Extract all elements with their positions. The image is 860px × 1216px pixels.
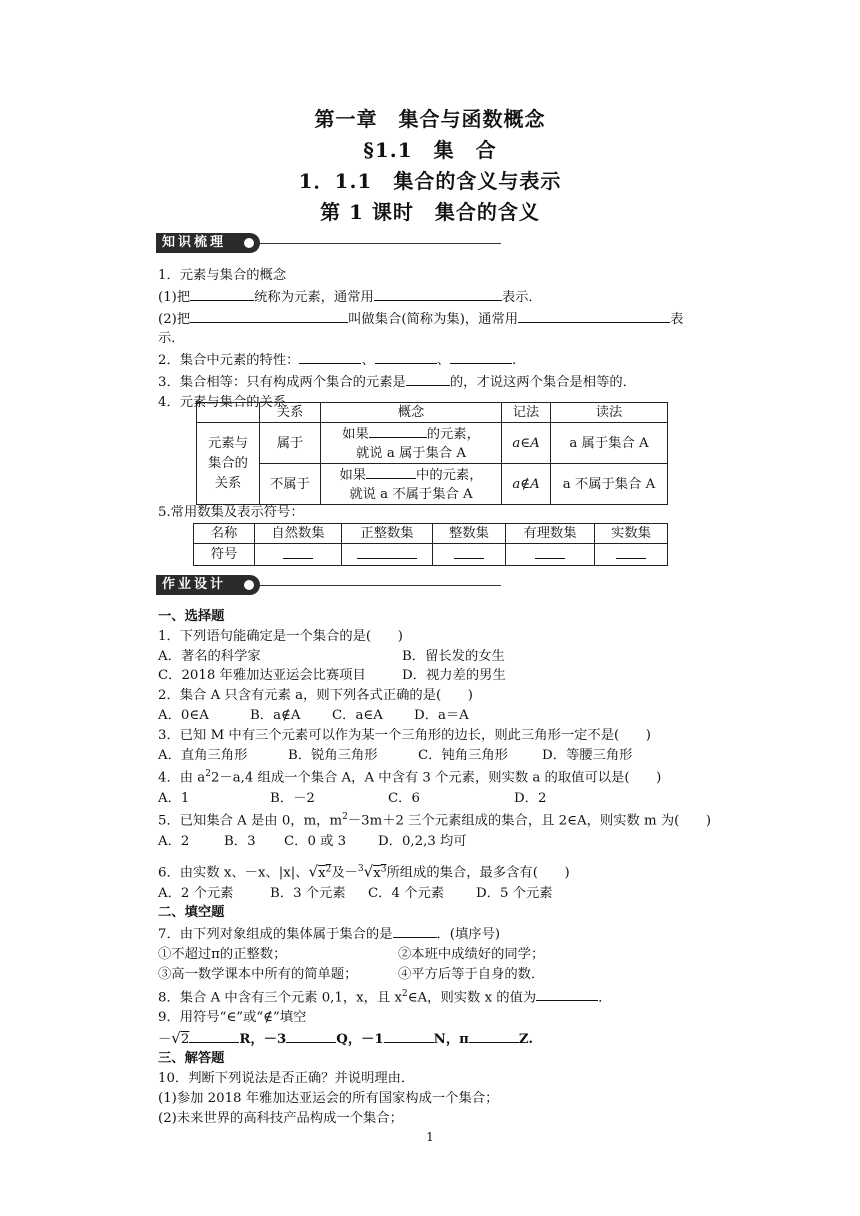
banner-dot-icon [244,580,254,590]
homework-section [158,607,744,1129]
k1a: (1)把 统称为元素，通常用 表示． [158,286,744,308]
q4: 4．由 $a^22-a,4$ 组成一个集合 A，A 中含有 3 个元素，则实数 a 的取值可以是( ) [158,769,662,786]
k4: 4．元素与集合的关系 [158,394,287,410]
q10-part1: (1)参加 2018 年雅加达亚运会的所有国家构成一个集合； [158,1091,499,1107]
set-rational: 有理数集 [506,524,595,544]
q9-blanks: －√2 R，－3 Q，－1 N，π Z. [158,1028,533,1047]
k1: 1．元素与集合的概念 [158,268,287,283]
subsection-title: 1．1.1 集合的含义与表示 [298,169,562,193]
notation-not-belongs: a∉A [512,476,540,492]
header-relation: 关系 [260,403,321,423]
set-integer: 整数集 [433,524,506,544]
q1-options-b: C．2018 年雅加达亚运会比赛项目 D．视力差的男生 [158,668,506,684]
q7-options-a: ①不超过π的正整数； ②本班中成绩好的同学； [158,947,545,963]
k1b: (2)把 叫做集合(简称为集)，通常用 表 [158,308,744,330]
set-natural: 自然数集 [255,524,342,544]
q6: 6．由实数 x、－x、|x|、$√x^2$及$-^3√x^3$所组成的集合，最多含有( ) [158,862,570,881]
set-positive-int: 正整数集 [342,524,433,544]
knowledge-banner-label: 知识梳理 [156,233,260,253]
knowledge-banner [156,233,501,253]
q10: 10．判断下列说法是否正确？并说明理由． [158,1071,415,1087]
knowledge-section [158,266,744,413]
k5-block [158,503,744,523]
homework-banner [156,575,501,595]
chapter-titles [0,104,860,228]
q5: 5．已知集合 A 是由 0，m，$m^2-3m+2$ 三个元素组成的集合，且 2∈A，则实数 m 为( ) [158,812,712,829]
q7: 7．由下列对象组成的集体属于集合的是 ．(填序号) [158,923,744,945]
q1-options-a: A．著名的科学家 B．留长发的女生 [158,648,505,664]
rel-not-belongs: 不属于 [260,464,321,505]
element-set-relation-table [196,402,668,505]
page-number: 1 [426,1130,434,1144]
section-answer: 三、解答题 [158,1051,225,1067]
number-sets-table [193,523,668,566]
rel-belongs: 属于 [260,423,321,464]
header-reading: 读法 [551,403,668,423]
banner-rule [260,243,501,244]
q5-options: A．2 B．3 C．0 或 3 D．0,2,3 均可 [158,833,467,849]
header-notation: 记法 [502,403,551,423]
q10-part2: (2)未来世界的高科技产品构成一个集合； [158,1110,403,1126]
symbol-header: 符号 [194,544,255,566]
concept-belongs: 如果 的元素， 就说 a 属于集合 A [321,423,502,464]
reading-belongs: a 属于集合 A [551,423,668,464]
q6-options: A．2 个元素 B．3 个元素 C．4 个元素 D．5 个元素 [158,885,553,901]
lesson-title: 第 1 课时 集合的含义 [320,200,540,224]
q7-options-b: ③高一数学课本中所有的简单题； ④平方后等于自身的数． [158,966,545,982]
q3: 3．已知 M 中有三个元素可以作为某一个三角形的边长，则此三角形一定不是( ) [158,727,651,743]
q2-options: A．0∈A B．a∉A C．a∈A D．a＝A [158,707,469,723]
k5: 5.常用数集及表示符号： [158,505,304,520]
notation-belongs: a∈A [512,435,540,451]
banner-rule [260,585,501,586]
q3-options: A．直角三角形 B．锐角三角形 C．钝角三角形 D．等腰三角形 [158,747,633,763]
reading-not-belongs: a 不属于集合 A [551,464,668,505]
k3: 3．集合相等：只有构成两个集合的元素是 的，才说这两个集合是相等的． [158,371,744,393]
set-name-header: 名称 [194,524,255,544]
set-real: 实数集 [595,524,668,544]
header-concept: 概念 [321,403,502,423]
k1b-cont: 示． [158,331,185,347]
q1: 1．下列语句能确定是一个集合的是( ) [158,628,403,644]
banner-dot-icon [244,238,254,248]
section-title: §1.1 集 合 [363,138,497,162]
row-header: 元素与 集合的 关系 [197,423,260,505]
q4-options: A．1 B．－2 C．6 D．2 [158,790,547,806]
section-fill: 二、填空题 [158,905,225,921]
section-choice: 一、选择题 [158,609,225,624]
chapter-title: 第一章 集合与函数概念 [314,107,546,131]
q9: 9．用符号“∈”或“∉”填空 [158,1009,307,1025]
q8: 8．集合 A 中含有三个元素 0,1，x，且 $x^2\in A$，则实数 x 的值为 ． [158,985,744,1008]
k2: 2．集合中元素的特性： 、 、 . [158,349,744,371]
homework-banner-label: 作业设计 [156,575,260,595]
concept-not-belongs: 如果 中的元素， 就说 a 不属于集合 A [321,464,502,505]
q2: 2．集合 A 只含有元素 a，则下列各式正确的是( ) [158,688,473,704]
